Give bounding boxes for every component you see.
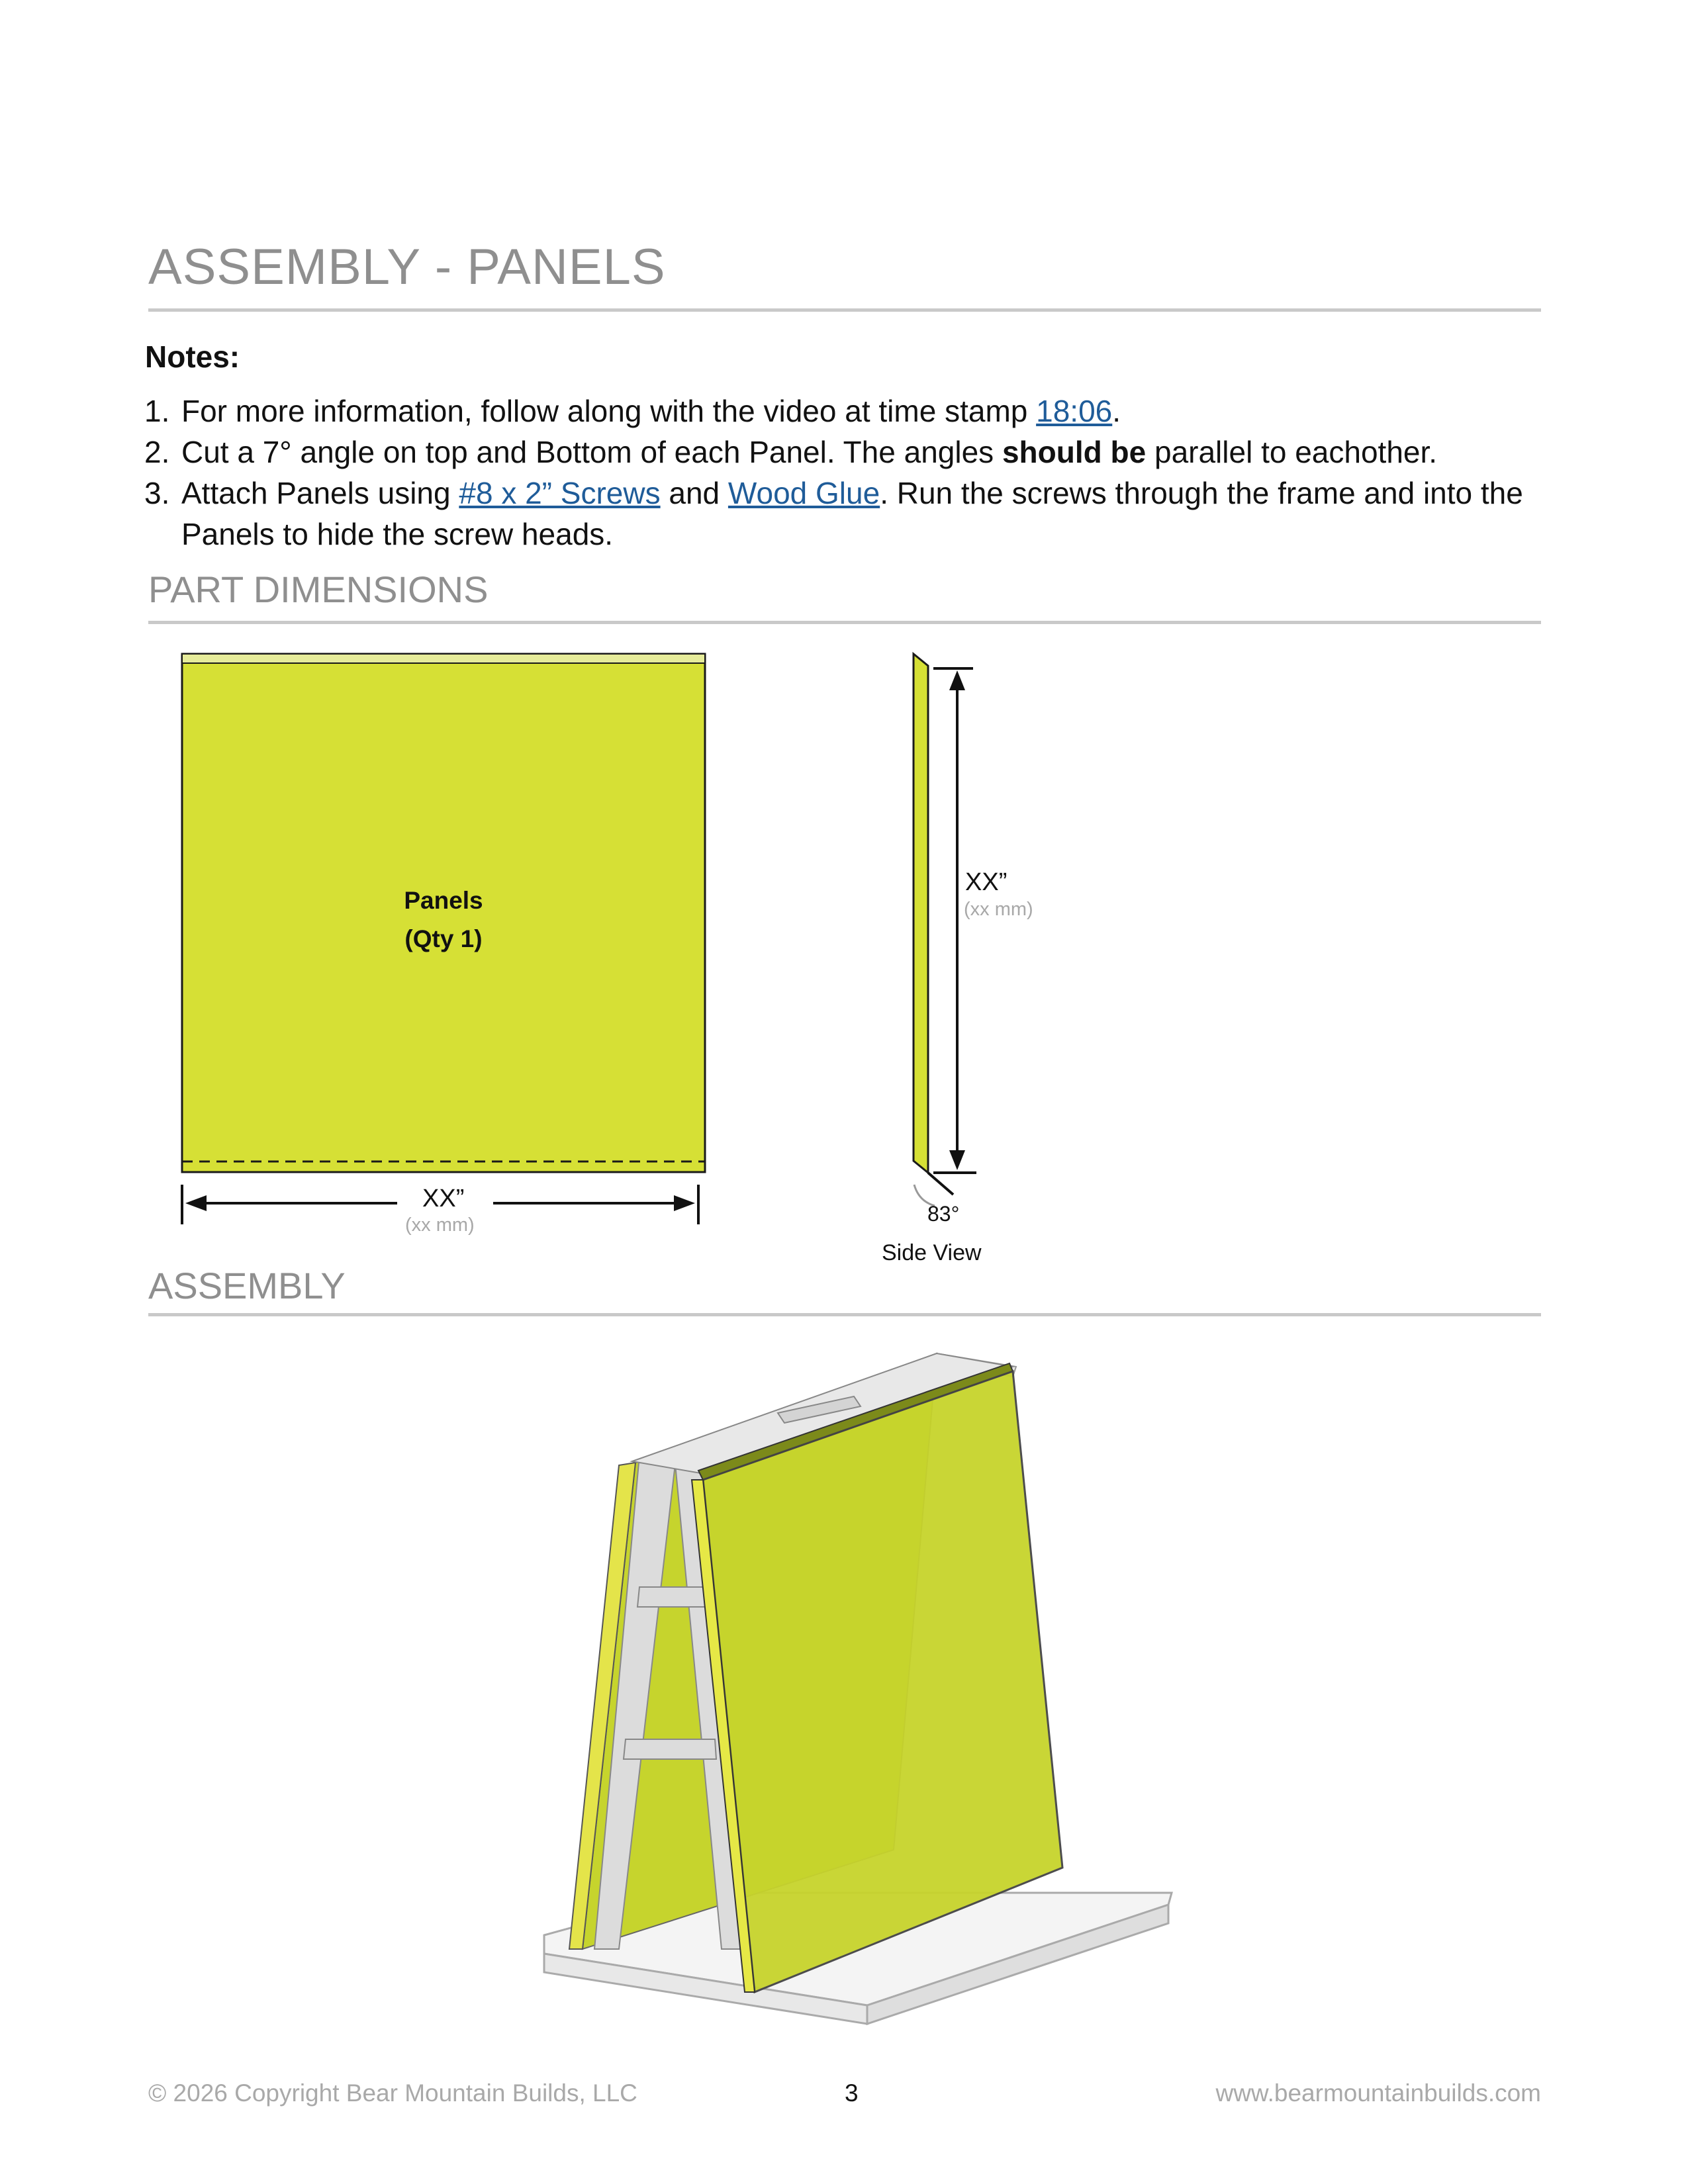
note-number: 1. <box>144 394 170 428</box>
assembly-heading: ASSEMBLY <box>148 1265 346 1306</box>
page-number: 3 <box>845 2079 859 2107</box>
notes-heading: Notes: <box>145 340 240 374</box>
assembly-divider <box>148 1313 1541 1316</box>
note-number: 3. <box>144 476 170 510</box>
height-dimension-label: XX” <box>965 868 1008 896</box>
note-number: 2. <box>144 435 170 469</box>
angle-indicator <box>914 1173 953 1206</box>
panel-name-label: Panels <box>404 887 483 914</box>
panel-side-view <box>914 654 928 1173</box>
note-item: 3. Attach Panels using #8 x 2” Screws and Wood Glue. Run the screws through the frame and into the Panels to hide the screw heads. <box>144 473 1541 555</box>
screws-link[interactable]: #8 x 2” Screws <box>459 476 661 510</box>
width-dimension-sublabel: (xx mm) <box>405 1214 475 1236</box>
height-dimension <box>933 668 976 1173</box>
width-dimension-label: XX” <box>422 1185 465 1212</box>
note-item: 2. Cut a 7° angle on top and Bottom of each Panel. The angles should be parallel to eachother. <box>144 432 1541 473</box>
video-timestamp-link[interactable]: 18:06 <box>1036 394 1113 428</box>
page-title: ASSEMBLY - PANELS <box>148 239 666 295</box>
side-view-label: Side View <box>882 1240 982 1265</box>
part-dimensions-heading: PART DIMENSIONS <box>148 569 489 610</box>
assembly-illustration <box>544 1353 1172 2024</box>
footer-website[interactable]: www.bearmountainbuilds.com <box>1215 2079 1541 2107</box>
panel-qty-label: (Qty 1) <box>404 925 483 952</box>
footer-copyright: © 2026 Copyright Bear Mountain Builds, LLC <box>148 2079 637 2107</box>
wood-glue-link[interactable]: Wood Glue <box>727 476 880 510</box>
angle-label: 83° <box>927 1202 960 1226</box>
note-item: 1. For more information, follow along with the video at time stamp 18:06. <box>144 390 1541 432</box>
height-dimension-sublabel: (xx mm) <box>964 899 1033 920</box>
